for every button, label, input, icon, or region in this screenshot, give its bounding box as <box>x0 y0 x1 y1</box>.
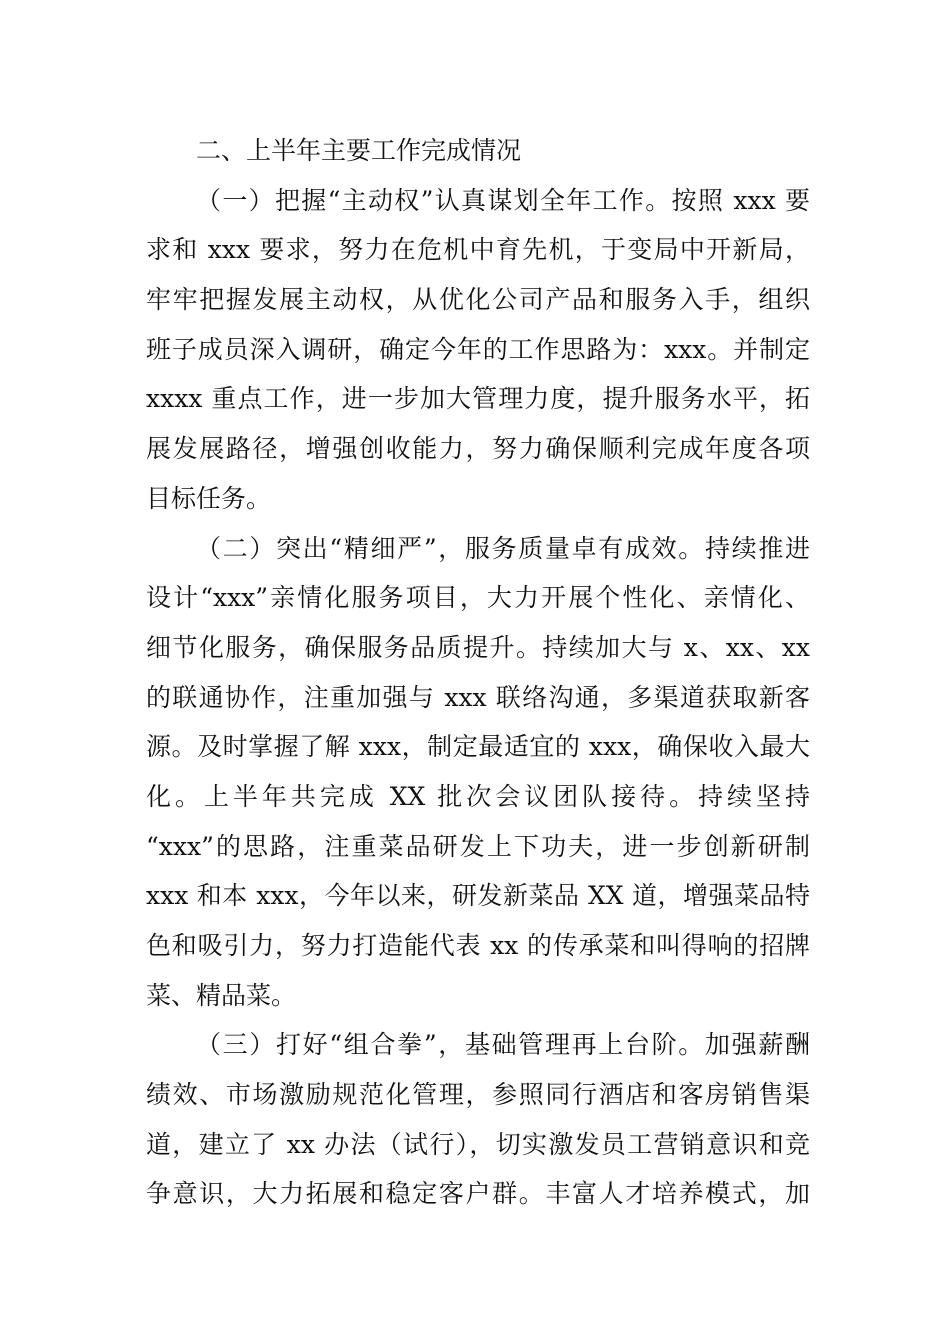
paragraph-line: 牢牢把握发展主动权，从优化公司产品和服务入手，组织 <box>146 285 810 315</box>
paragraph-line: 求和 xxx 要求，努力在危机中育先机，于变局中开新局， <box>146 235 810 265</box>
paragraph-line: “xxx”的思路，注重菜品研发上下功夫，进一步创新研制 <box>146 831 810 861</box>
paragraph-line: 目标任务。 <box>146 483 272 513</box>
paragraph-line: 色和吸引力，努力打造能代表 xx 的传承菜和叫得响的招牌 <box>146 931 810 960</box>
paragraph-line: 道，建立了 xx 办法（试行），切实激发员工营销意识和竞 <box>146 1129 810 1159</box>
paragraph-line: 菜、精品菜。 <box>146 980 297 1010</box>
paragraph-1 <box>146 176 810 524</box>
paragraph-2 <box>146 524 810 1021</box>
paragraph-line: 源。及时掌握了解 xxx，制定最适宜的 xxx，确保收入最大 <box>146 732 810 762</box>
paragraph-line: 展发展路径，增强创收能力，努力确保顺利完成年度各项 <box>146 434 810 464</box>
paragraph-line: （二）突出“精细严”，服务质量卓有成效。持续推进 <box>196 533 810 563</box>
paragraph-line: xxxx 重点工作，进一步加大管理力度，提升服务水平，拓 <box>146 384 810 414</box>
paragraph-line: 班子成员深入调研，确定今年的工作思路为：xxx。并制定 <box>146 334 810 364</box>
section-heading: 二、上半年主要工作完成情况 <box>196 136 522 165</box>
document-body <box>146 126 810 1219</box>
paragraph-line: 设计“xxx”亲情化服务项目，大力开展个性化、亲情化、 <box>146 583 810 613</box>
paragraph-line: xxx 和本 xxx，今年以来，研发新菜品 XX 道，增强菜品特 <box>146 881 810 911</box>
paragraph-line: （一）把握“主动权”认真谋划全年工作。按照 xxx 要 <box>196 185 810 215</box>
paragraph-3 <box>146 1020 810 1219</box>
paragraph-line: 争意识，大力拓展和稳定客户群。丰富人才培养模式，加 <box>146 1179 810 1209</box>
paragraph-line: 的联通协作，注重加强与 xxx 联络沟通，多渠道获取新客 <box>146 682 810 712</box>
paragraph-line: 化。上半年共完成 XX 批次会议团队接待。持续坚持 <box>146 781 810 811</box>
paragraph-line: （三）打好“组合拳”，基础管理再上台阶。加强薪酬 <box>196 1030 810 1060</box>
paragraph-line: 细节化服务，确保服务品质提升。持续加大与 x、xx、xx <box>146 632 810 662</box>
paragraph-line: 绩效、市场激励规范化管理，参照同行酒店和客房销售渠 <box>146 1080 810 1110</box>
